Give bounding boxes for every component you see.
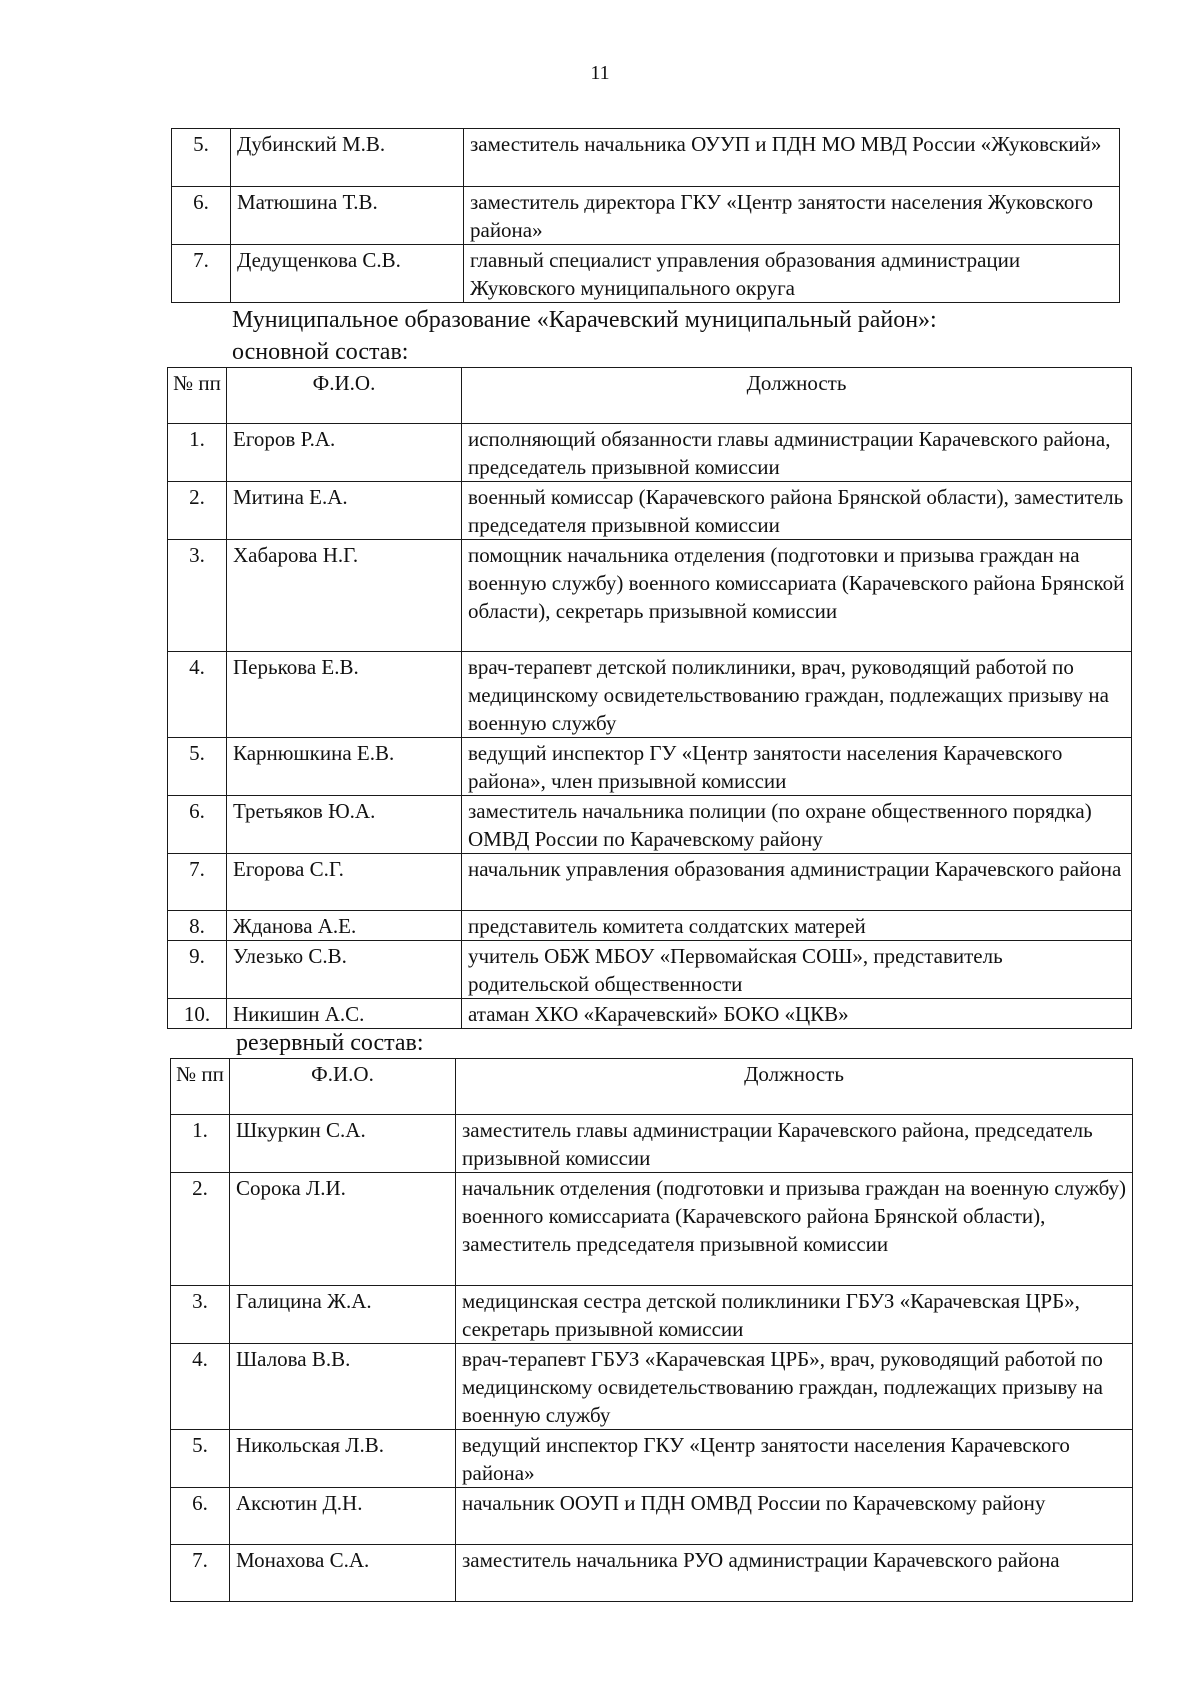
table-row <box>171 1488 1133 1545</box>
row-name: Егоров Р.А. <box>227 424 462 482</box>
row-position: заместитель начальника ОУУП и ПДН МО МВД России «Жуковский» <box>464 129 1120 187</box>
row-position: главный специалист управления образования администрации Жуковского муниципального округа <box>464 245 1120 303</box>
row-position: учитель ОБЖ МБОУ «Первомайская СОШ», представитель родительской общественности <box>462 941 1132 999</box>
table-header-row <box>171 1059 1133 1115</box>
row-number: 1. <box>171 1115 230 1173</box>
header-position: Должность <box>456 1059 1133 1115</box>
reserve-composition-heading: резервный состав: <box>236 1030 424 1056</box>
row-number: 9. <box>168 941 227 999</box>
row-number: 6. <box>171 1488 230 1545</box>
row-number: 6. <box>168 796 227 854</box>
table-row <box>172 187 1120 245</box>
row-position: исполняющий обязанности главы администрации Карачевского района, председатель призывной комиссии <box>462 424 1132 482</box>
row-position: врач-терапевт детской поликлиники, врач, руководящий работой по медицинскому освидетельствованию граждан, подлежащих призыву на военную службу <box>462 652 1132 738</box>
table-header-row <box>168 368 1132 424</box>
row-number: 4. <box>171 1344 230 1430</box>
row-name: Жданова А.Е. <box>227 911 462 941</box>
row-name: Дедущенкова С.В. <box>231 245 464 303</box>
table-row <box>168 424 1132 482</box>
row-number: 7. <box>171 1545 230 1602</box>
continuation-table <box>171 128 1120 303</box>
row-position: медицинская сестра детской поликлиники ГБУЗ «Карачевская ЦРБ», секретарь призывной комиссии <box>456 1286 1133 1344</box>
row-name: Никишин А.С. <box>227 999 462 1029</box>
main-composition-table <box>167 367 1132 1029</box>
row-name: Матюшина Т.В. <box>231 187 464 245</box>
table-row <box>171 1430 1133 1488</box>
row-number: 5. <box>172 129 231 187</box>
row-position: начальник управления образования администрации Карачевского района <box>462 854 1132 911</box>
row-position: заместитель начальника РУО администрации Карачевского района <box>456 1545 1133 1602</box>
header-number: № пп <box>168 368 227 424</box>
table-row <box>168 854 1132 911</box>
row-number: 1. <box>168 424 227 482</box>
table-row <box>168 738 1132 796</box>
table-row <box>172 245 1120 303</box>
row-name: Карнюшкина Е.В. <box>227 738 462 796</box>
row-position: ведущий инспектор ГУ «Центр занятости населения Карачевского района», член призывной комиссии <box>462 738 1132 796</box>
row-name: Улезько С.В. <box>227 941 462 999</box>
row-position: ведущий инспектор ГКУ «Центр занятости населения Карачевского района» <box>456 1430 1133 1488</box>
main-composition-heading: основной состав: <box>232 339 409 365</box>
table-row <box>172 129 1120 187</box>
header-number: № пп <box>171 1059 230 1115</box>
page-number: 11 <box>590 62 610 84</box>
row-number: 2. <box>171 1173 230 1286</box>
table-row <box>168 999 1132 1029</box>
row-position: помощник начальника отделения (подготовки и призыва граждан на военную службу) военного комиссариата (Карачевского района Брянской области), секретарь призывной комиссии <box>462 540 1132 652</box>
row-name: Третьяков Ю.А. <box>227 796 462 854</box>
row-name: Дубинский М.В. <box>231 129 464 187</box>
row-number: 7. <box>172 245 231 303</box>
row-number: 2. <box>168 482 227 540</box>
row-name: Егорова С.Г. <box>227 854 462 911</box>
row-number: 5. <box>168 738 227 796</box>
row-number: 7. <box>168 854 227 911</box>
table-row <box>171 1115 1133 1173</box>
row-name: Никольская Л.В. <box>230 1430 456 1488</box>
row-position: заместитель главы администрации Карачевского района, председатель призывной комиссии <box>456 1115 1133 1173</box>
row-position: врач-терапевт ГБУЗ «Карачевская ЦРБ», врач, руководящий работой по медицинскому освидетельствованию граждан, подлежащих призыву на военную службу <box>456 1344 1133 1430</box>
table-row <box>168 796 1132 854</box>
row-number: 5. <box>171 1430 230 1488</box>
row-name: Митина Е.А. <box>227 482 462 540</box>
reserve-composition-table <box>170 1058 1133 1602</box>
table-row <box>171 1173 1133 1286</box>
row-number: 8. <box>168 911 227 941</box>
table-row <box>171 1545 1133 1602</box>
row-name: Аксютин Д.Н. <box>230 1488 456 1545</box>
row-position: заместитель начальника полиции (по охране общественного порядка) ОМВД России по Карачевскому району <box>462 796 1132 854</box>
row-position: начальник отделения (подготовки и призыва граждан на военную службу) военного комиссариата (Карачевского района Брянской области), заместитель председателя призывной комиссии <box>456 1173 1133 1286</box>
row-name: Шкуркин С.А. <box>230 1115 456 1173</box>
table-row <box>168 652 1132 738</box>
row-position: атаман ХКО «Карачевский» БОКО «ЦКВ» <box>462 999 1132 1029</box>
header-name: Ф.И.О. <box>227 368 462 424</box>
table-row <box>171 1286 1133 1344</box>
row-name: Галицина Ж.А. <box>230 1286 456 1344</box>
header-position: Должность <box>462 368 1132 424</box>
table-row <box>168 482 1132 540</box>
row-position: представитель комитета солдатских матерей <box>462 911 1132 941</box>
row-name: Хабарова Н.Г. <box>227 540 462 652</box>
row-number: 3. <box>171 1286 230 1344</box>
row-position: начальник ООУП и ПДН ОМВД России по Карачевскому району <box>456 1488 1133 1545</box>
row-name: Перькова Е.В. <box>227 652 462 738</box>
row-name: Шалова В.В. <box>230 1344 456 1430</box>
row-position: заместитель директора ГКУ «Центр занятости населения Жуковского района» <box>464 187 1120 245</box>
table-row <box>168 911 1132 941</box>
table-row <box>171 1344 1133 1430</box>
table-row <box>168 941 1132 999</box>
header-name: Ф.И.О. <box>230 1059 456 1115</box>
row-name: Сорока Л.И. <box>230 1173 456 1286</box>
row-number: 4. <box>168 652 227 738</box>
row-number: 10. <box>168 999 227 1029</box>
row-number: 6. <box>172 187 231 245</box>
section-heading: Муниципальное образование «Карачевский муниципальный район»: <box>232 307 937 333</box>
row-number: 3. <box>168 540 227 652</box>
row-position: военный комиссар (Карачевского района Брянской области), заместитель председателя призывной комиссии <box>462 482 1132 540</box>
row-name: Монахова С.А. <box>230 1545 456 1602</box>
table-row <box>168 540 1132 652</box>
